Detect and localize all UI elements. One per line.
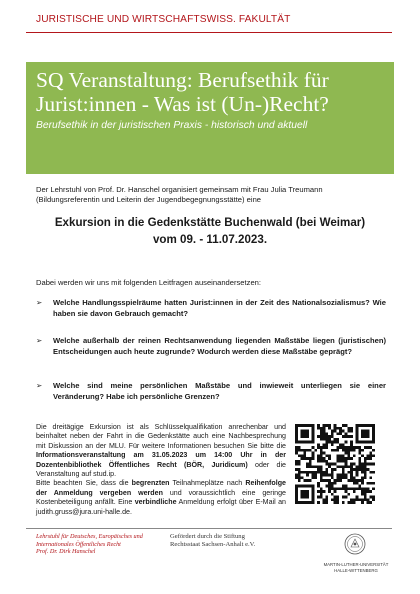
funding-line: Gefördert durch die Stiftung — [170, 533, 245, 540]
info-emphasis: begrenzten — [131, 479, 170, 488]
header-divider — [26, 32, 392, 33]
question-item — [36, 381, 386, 402]
event-title-line-1: SQ Veranstaltung: Berufsethik für — [36, 68, 329, 92]
info-text: oder die Veranstaltung auf stud.ip. — [36, 460, 286, 479]
title-banner — [26, 62, 394, 174]
info-text: Teilnahmeplätze nach — [169, 479, 246, 488]
question-text: Welche sind meine persönlichen Maßstäbe und inwieweit unterliegen sie einer Veränderung? Habe ich persönliche Grenzen? — [53, 381, 386, 401]
info-text: Die dreitägige Exkursion ist als Schlüsselqualifikation anrechenbar und beinhaltet neben der Fahrt in die Gedenkstätte auch eine Nachbesprechung mit Diskussion an der MLU. Für weitere Informationen besuchen Sie bitte die — [36, 423, 286, 450]
bullet-arrow-icon: ➢ — [36, 336, 43, 345]
university-location: HALLE-WITTENBERG — [334, 567, 378, 573]
excursion-dates: vom 09. - 11.07.2023. — [152, 233, 268, 246]
info-emphasis: verbindliche — [134, 498, 177, 507]
faculty-name: JURISTISCHE UND WIRTSCHAFTSWISS. FAKULTÄT — [36, 14, 291, 25]
university-seal-icon — [344, 533, 366, 555]
event-title-line-2: Jurist:innen - Was ist (Un-)Recht? — [36, 92, 329, 116]
footer-divider — [26, 528, 392, 529]
university-name — [316, 562, 396, 573]
qr-code-icon[interactable] — [295, 424, 375, 504]
info-text: Bitte beachten Sie, dass die — [36, 479, 132, 488]
intro-text: Der Lehrstuhl von Prof. Dr. Hanschel organisiert gemeinsam mit Frau Julia Treumann (Bildungsreferentin und Leiterin der Jugendbegegnungsstätte) eine — [36, 185, 323, 204]
question-item — [36, 298, 386, 319]
info-paragraph — [36, 423, 286, 517]
info-session-details: Informationsveranstaltung am 31.05.2023 um 14:00 Uhr in der Dozentenbibliothek Öffentliches Recht (BÖR, Juridicum) — [36, 451, 286, 469]
bullet-arrow-icon: ➢ — [36, 298, 43, 307]
chair-credit — [36, 533, 143, 556]
question-text: Welche Handlungsspielräume hatten Jurist:innen in der Zeit des Nationalsozialismus? Wie haben sie davon Gebrauch gemacht? — [53, 298, 386, 318]
info-text: und voraussichtlich eine geringe Kostenbeteiligung anfällt. Eine — [36, 488, 286, 507]
bullet-arrow-icon: ➢ — [36, 381, 43, 390]
info-text: Anmeldung erfolgt über E-Mail an judith.gruss@jura.uni-halle.de. — [36, 498, 286, 516]
questions-lead: Dabei werden wir uns mit folgenden Leitfragen auseinandersetzen: — [36, 278, 261, 287]
funding-credit — [170, 533, 255, 549]
chair-line: Lehrstuhl für Deutsches, Europäisches und — [36, 533, 143, 540]
info-emphasis: Reihenfolge der Anmeldung vergeben werden — [36, 479, 286, 497]
question-text: Welche außerhalb der reinen Rechtsanwendung liegenden Maßstäbe liegen (juristischen) Entscheidungen auch heute zugrunde? Wodurch werden diese Maßstäbe geprägt? — [53, 336, 386, 356]
university-name-line: MARTIN-LUTHER-UNIVERSITÄT — [323, 562, 389, 567]
funding-foundation: Rechtsstaat Sachsen-Anhalt e.V. — [170, 541, 256, 548]
excursion-title: Exkursion in die Gedenkstätte Buchenwald (bei Weimar) — [54, 216, 366, 229]
chair-professor: Prof. Dr. Dirk Hanschel — [36, 548, 96, 556]
event-subtitle: Berufsethik in der juristischen Praxis - historisch und aktuell — [36, 120, 308, 131]
chair-line: Internationales Öffentliches Recht — [36, 540, 121, 548]
question-item — [36, 336, 386, 357]
